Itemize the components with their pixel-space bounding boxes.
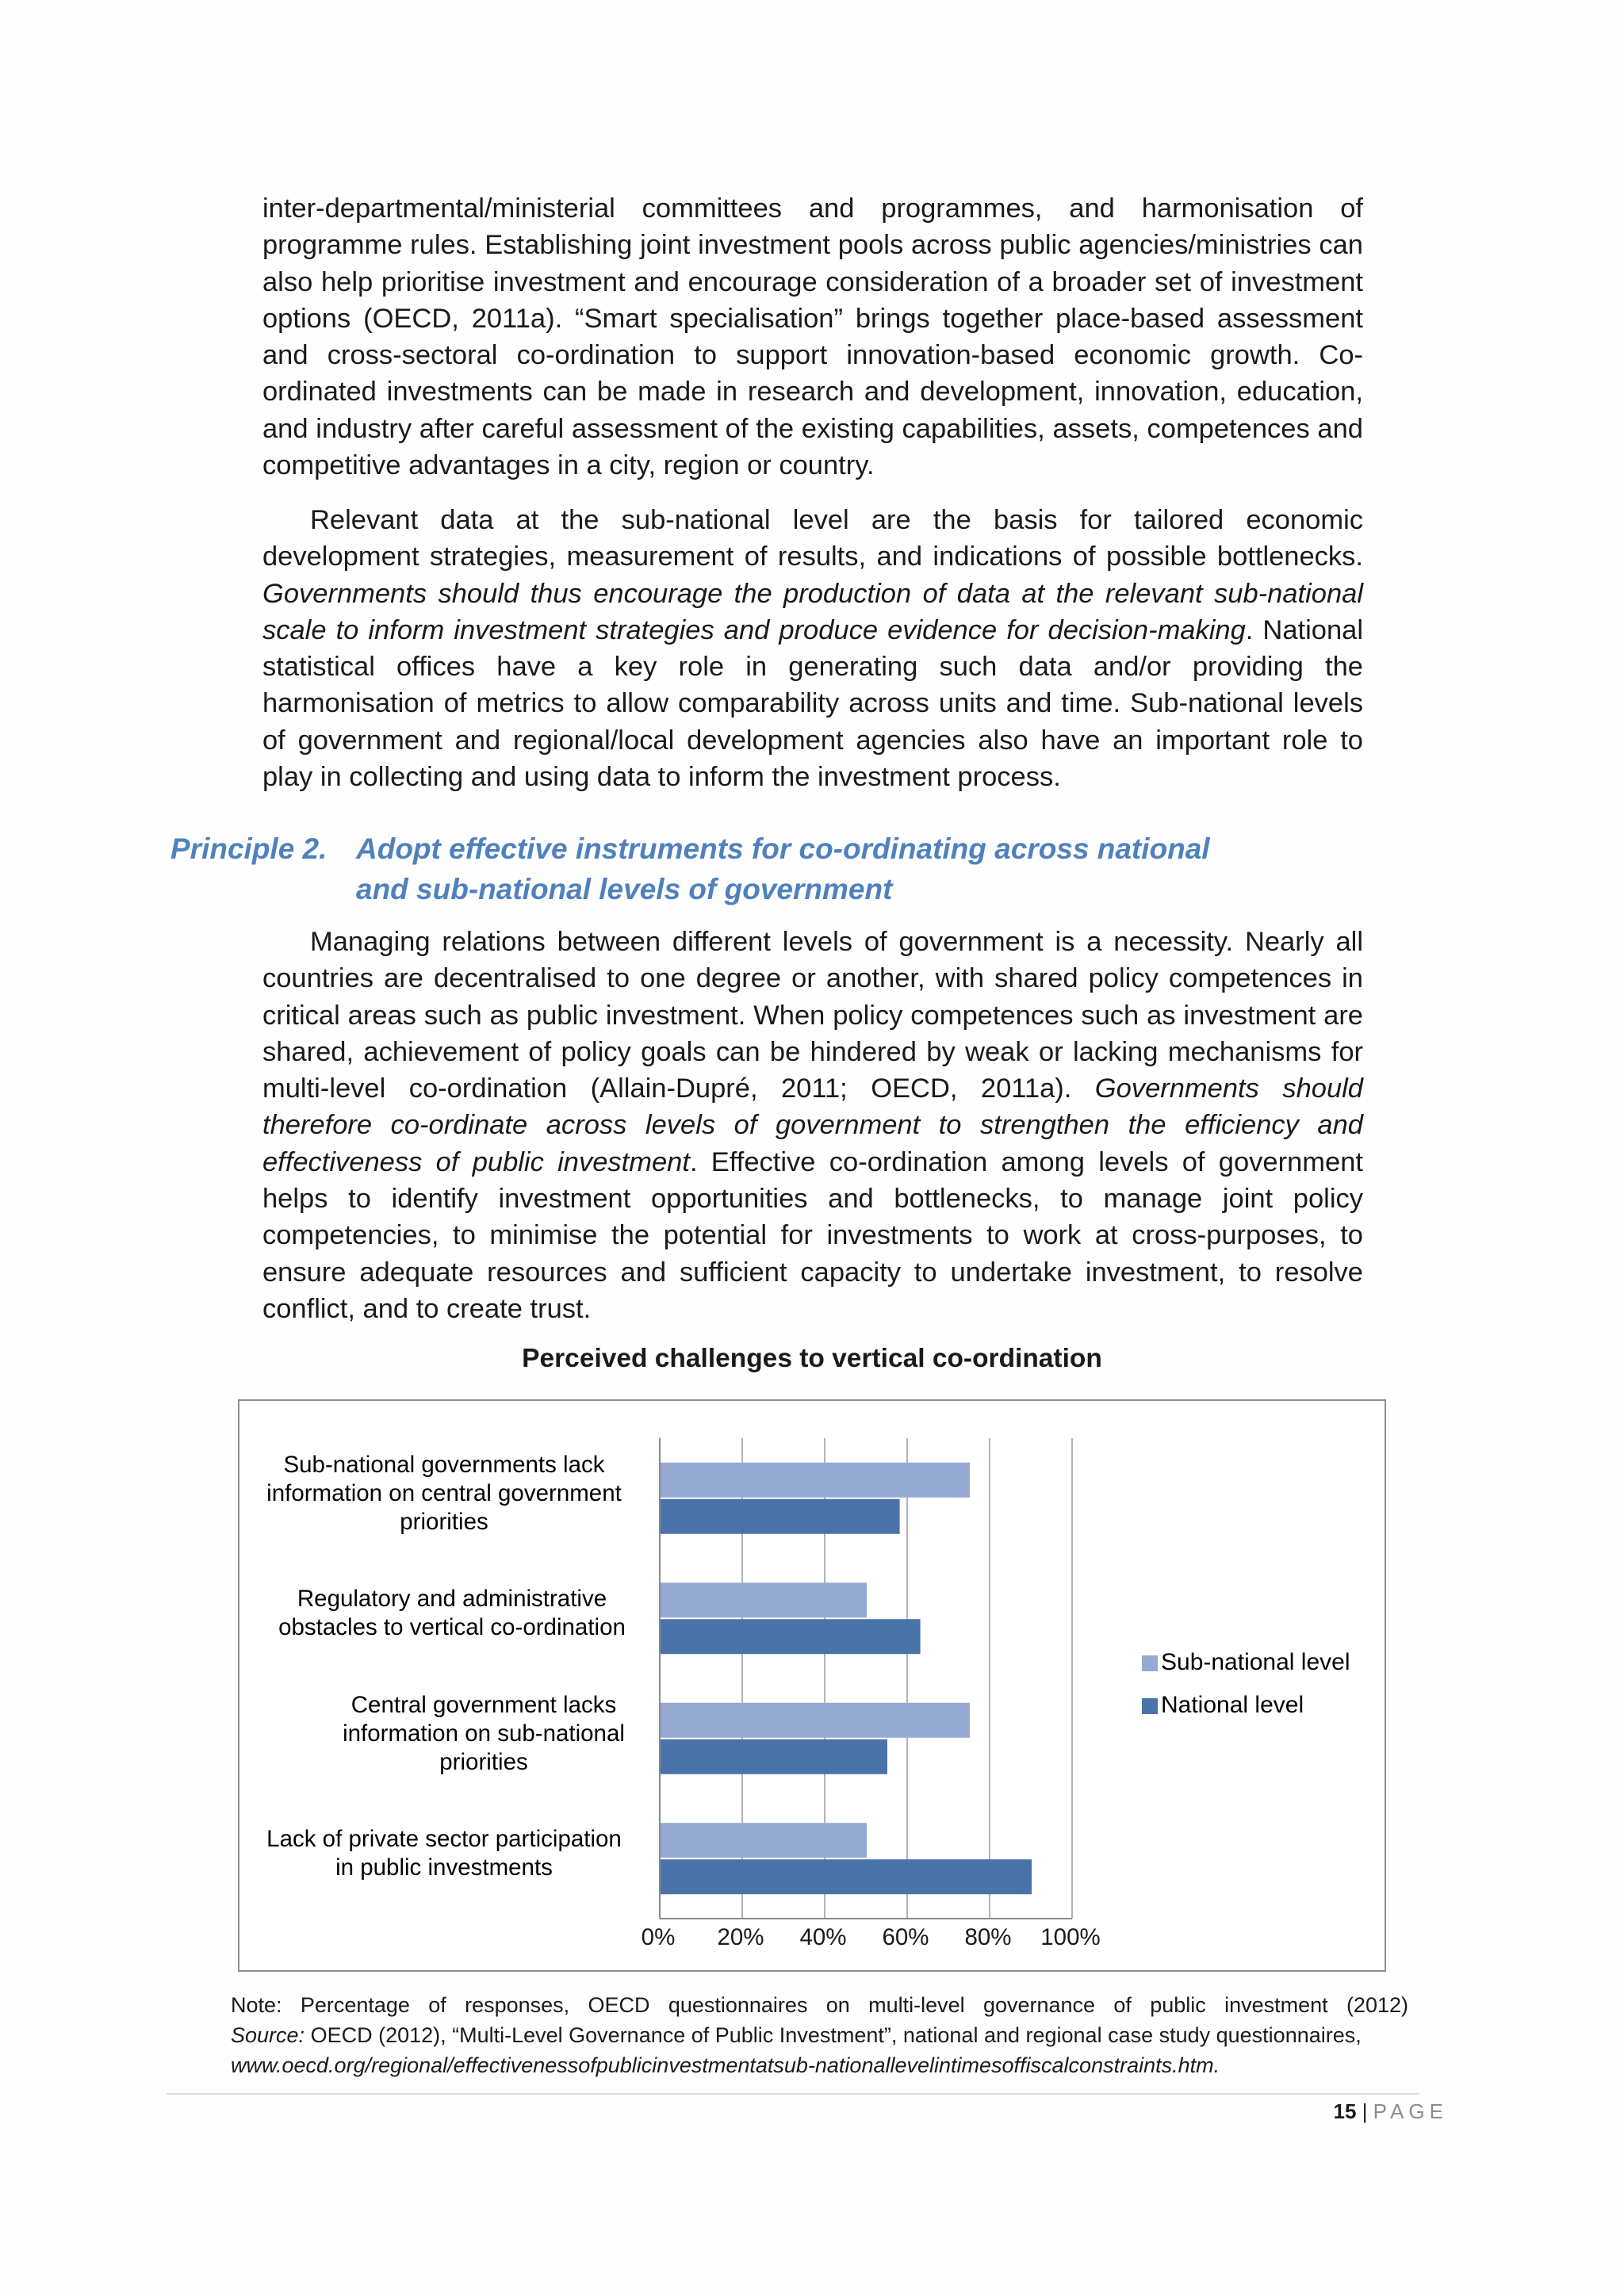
legend-item	[1142, 1692, 1304, 1719]
x-tick-label: 80%	[964, 1924, 1012, 1950]
category-label: Sub-national governments lack information on central government priorities	[266, 1451, 622, 1535]
bar-subnational-2	[661, 1582, 867, 1617]
category-label: Lack of private sector participation in public investments	[266, 1826, 622, 1881]
source-url[interactable]: www.oecd.org/regional/effectivenessofpublicinvestmentatsub-nationallevelintimesoffiscalconstraints.htm.	[231, 2053, 1220, 2077]
paragraph-data-emphasis: Governments should thus encourage the production of data at the relevant sub-national scale to inform investment strategies and produce evidence for decision-making	[262, 578, 1363, 645]
legend-swatch	[1142, 1698, 1158, 1714]
paragraph-managing-text-2: . Effective co-ordination among levels of government helps to identify investment opportunities and bottlenecks, to manage joint policy competencies, to minimise the potential for investments to work at cross-purposes, to ensure adequate resources and sufficient capacity to undertake investment, to resolve conflict, and to create trust.	[262, 1146, 1363, 1324]
note-line: Note: Percentage of responses, OECD questionnaires on multi-level governance of public investment (2012)	[231, 1993, 1408, 2017]
paragraph-intro: inter-departmental/ministerial committees and programmes, and harmonisation of programme rules. Establishing joint investment pools across public agencies/ministries can also help prioritise investment and encourage consideration of a broader set of investment options (OECD, 2011a). “Smart specialisation” brings together place-based assessment and cross-sectoral co-ordination to support innovation-based economic growth. Co-ordinated investments can be made in research and development, innovation, education, and industry after careful assessment of the existing capabilities, assets, competences and competitive advantages in a city, region or country.	[262, 193, 1363, 481]
bar-national-1	[661, 1499, 900, 1534]
x-tick-label: 0%	[641, 1924, 676, 1950]
source-text: OECD (2012), “Multi-Level Governance of Public Investment”, national and regional case study questionnaires,	[304, 2023, 1362, 2047]
page-number-footer	[1334, 2099, 1448, 2124]
paragraph-managing-relations	[262, 924, 1363, 1327]
x-tick-label: 60%	[882, 1924, 929, 1950]
bar-national-4	[661, 1859, 1032, 1894]
bar-national-3	[661, 1739, 887, 1774]
paragraph-managing-emphasis: Governments should therefore co-ordinate across levels of government to strengthen the efficiency and effectiveness of public investment	[262, 1073, 1363, 1177]
legend-swatch	[1142, 1655, 1158, 1671]
chart-title: Perceived challenges to vertical co-ordination	[522, 1344, 1102, 1373]
paragraph-data	[262, 502, 1363, 795]
legend-label: National level	[1161, 1692, 1304, 1718]
x-tick-label: 20%	[717, 1924, 764, 1950]
page-word: PAGE	[1373, 2099, 1448, 2123]
bar-subnational-4	[661, 1823, 867, 1858]
bar-subnational-1	[661, 1463, 970, 1498]
source-label: Source:	[231, 2023, 305, 2047]
category-label: Regulatory and administrative obstacles to vertical co-ordination	[278, 1586, 626, 1641]
x-tick-label: 40%	[799, 1924, 847, 1950]
bar-subnational-3	[661, 1703, 970, 1738]
paragraph-data-text-2: . National statistical offices have a key role in generating such data and/or providing the harmonisation of metrics to allow comparability across units and time. Sub-national levels of government and regional/local development agencies also have an important role to play in collecting and using data to inform the investment process.	[262, 614, 1363, 793]
paragraph-data-text-1: Relevant data at the sub-national level are the basis for tailored economic development strategies, measurement of results, and indications of possible bottlenecks.	[262, 505, 1363, 572]
bar-national-2	[661, 1619, 921, 1654]
principle-title: Adopt effective instruments for co-ordinating across national and sub-national levels of government	[356, 832, 1210, 905]
legend-item	[1142, 1649, 1350, 1676]
paragraph-managing-text-1: Managing relations between different levels of government is a necessity. Nearly all countries are decentralised to one degree or another, with shared policy competences in critical areas such as public investment. When policy competences such as investment are shared, achievement of policy goals can be hindered by weak or lacking mechanisms for multi-level co-ordination (Allain-Dupré, 2011; OECD, 2011a).	[262, 927, 1363, 1104]
source-line	[231, 2020, 1408, 2050]
category-label: Central government lacks information on sub-national priorities	[343, 1691, 625, 1775]
page-separator: |	[1356, 2099, 1373, 2123]
footer-divider	[167, 2093, 1419, 2095]
legend-label: Sub-national level	[1161, 1649, 1350, 1675]
principle-number: Principle 2.	[170, 832, 327, 865]
page-number: 15	[1333, 2099, 1357, 2123]
x-tick-label: 100%	[1040, 1924, 1101, 1950]
